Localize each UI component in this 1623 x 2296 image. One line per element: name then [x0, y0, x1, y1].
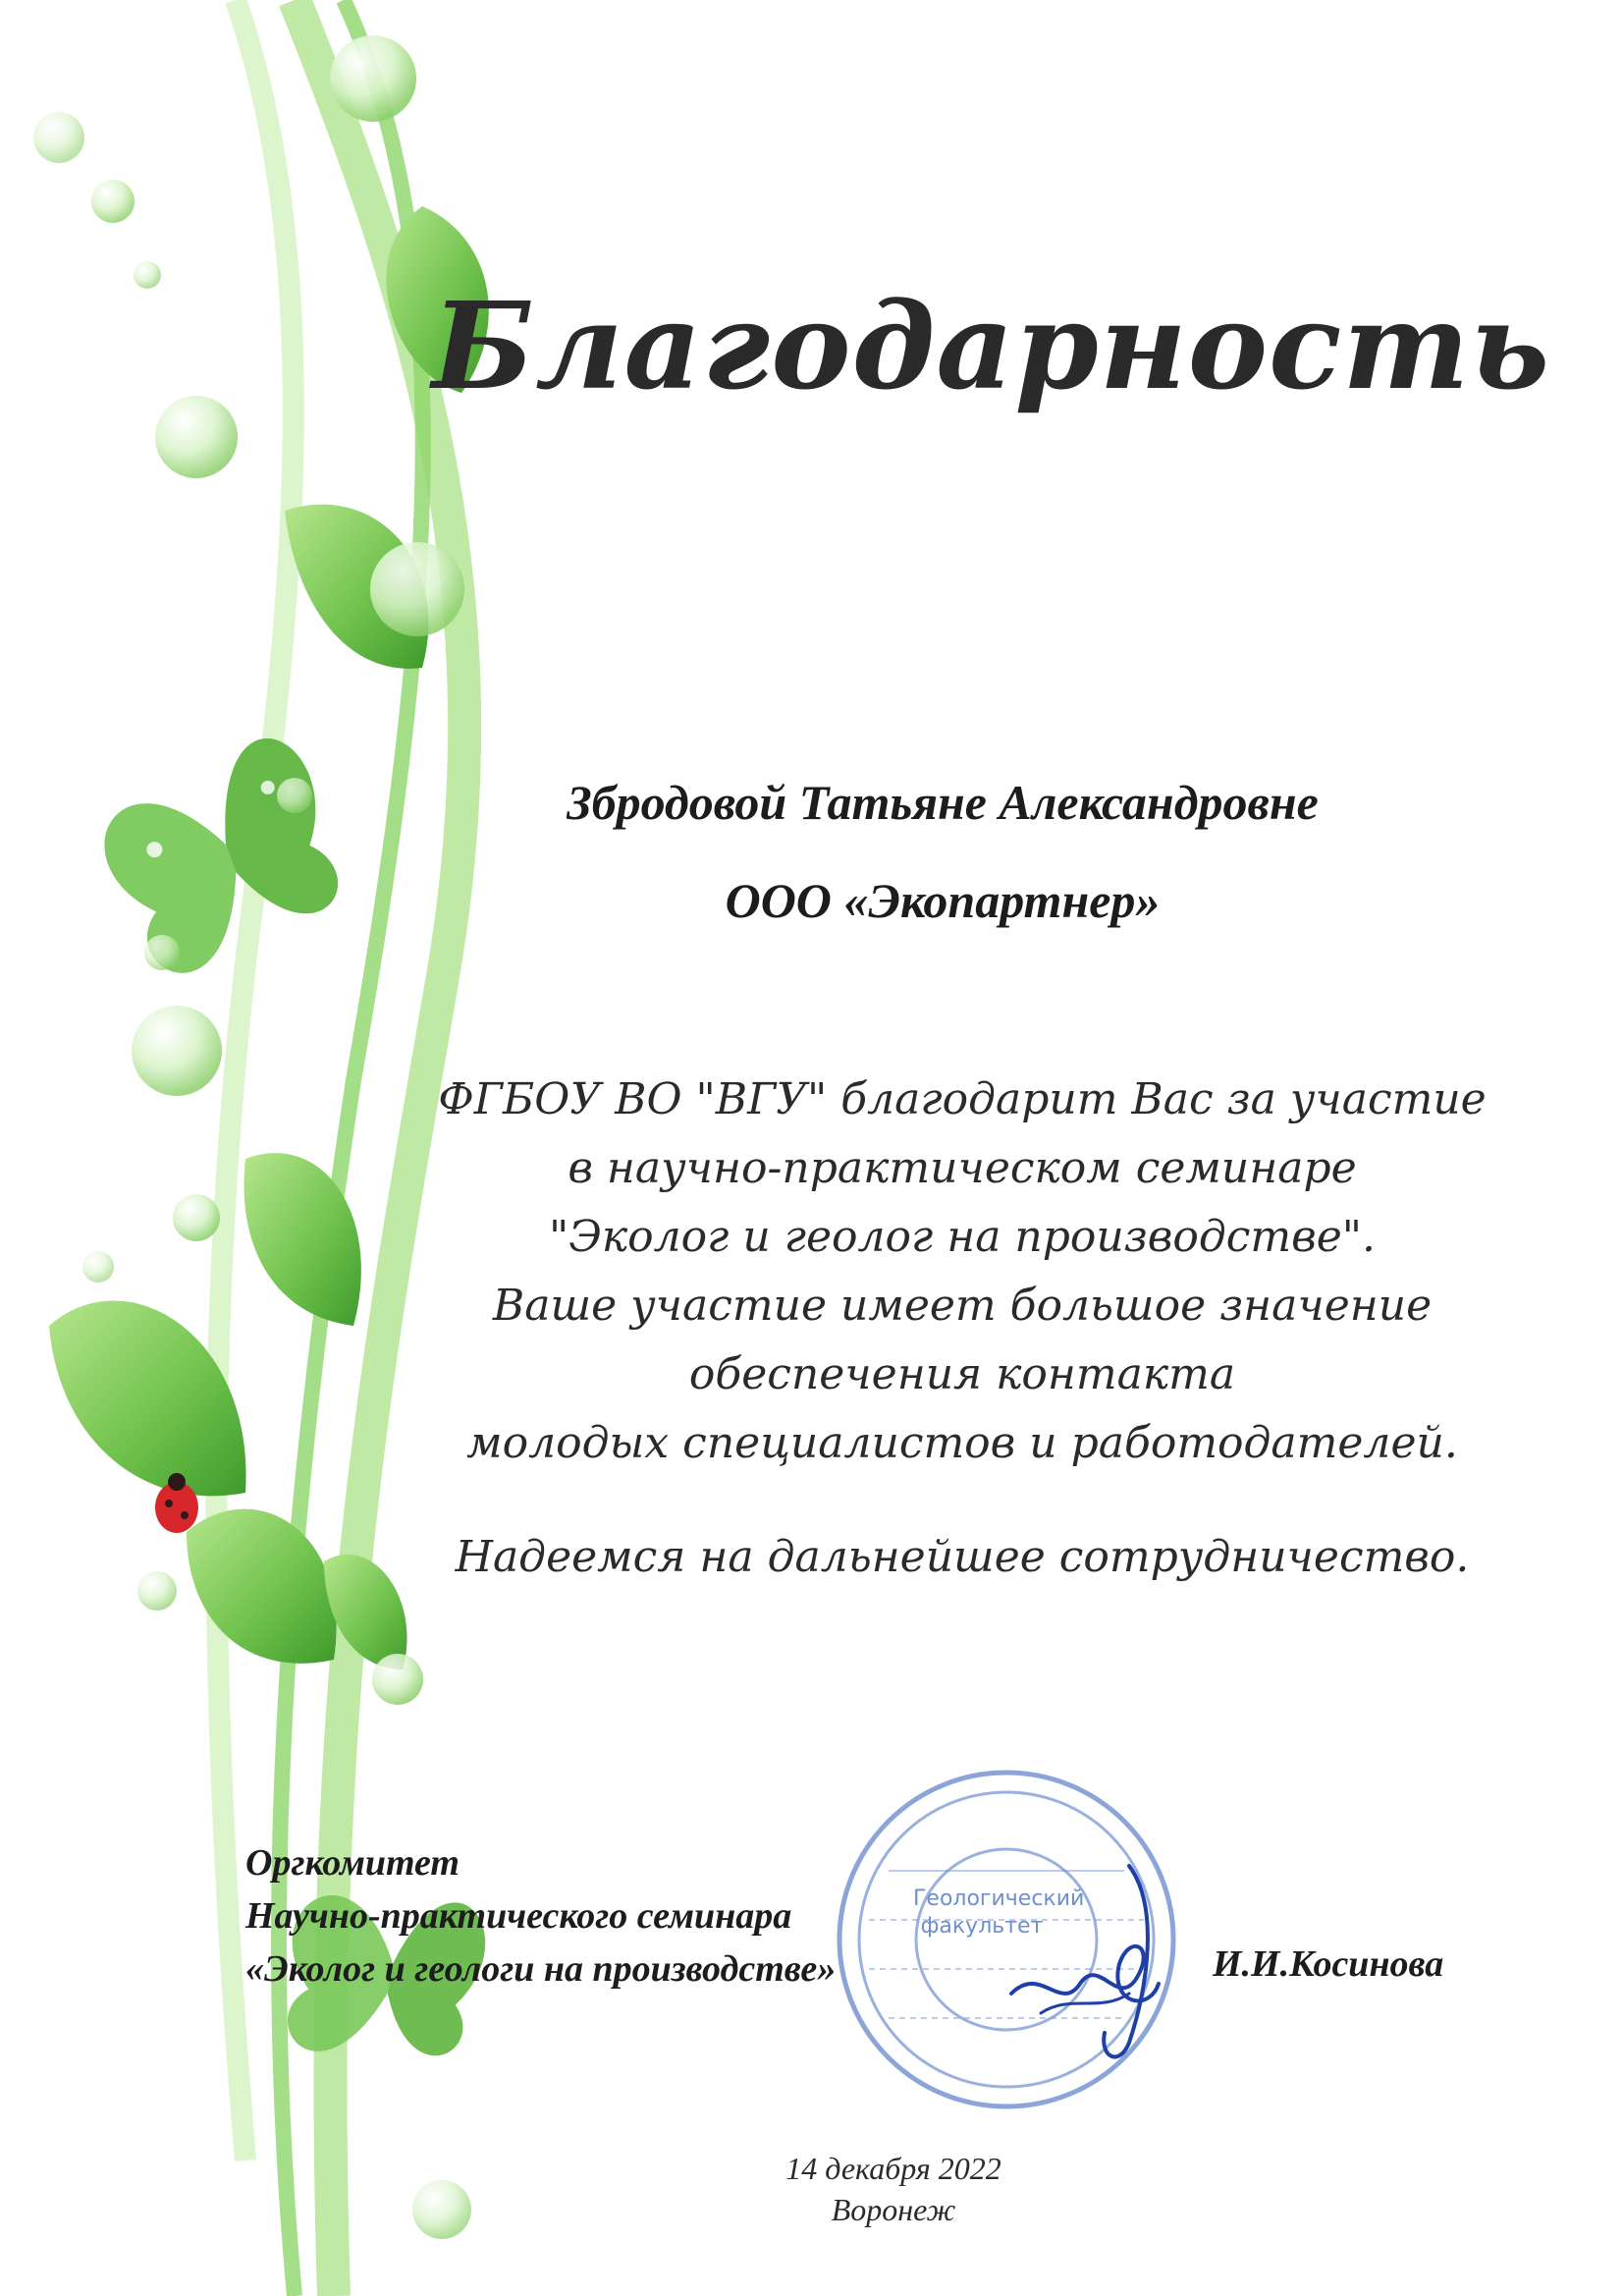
water-drop	[370, 542, 464, 636]
body-line: молодых специалистов и работодателей.	[466, 1418, 1458, 1468]
water-drop	[330, 35, 416, 122]
recipient-company: ООО «Экопартнер»	[725, 873, 1161, 928]
body-line: Ваше участие имеет большое значение	[492, 1281, 1433, 1331]
closing-text: Надеемся на дальнейшее сотрудничество.	[455, 1532, 1470, 1582]
issue-city: Воронеж	[831, 2192, 956, 2227]
body-line: ФГБОУ ВО "ВГУ" благодарит Вас за участие	[438, 1074, 1487, 1124]
signer-name: И.И.Косинова	[1213, 1943, 1444, 1985]
gratitude-text	[324, 1066, 1600, 1478]
water-drop	[173, 1194, 220, 1241]
butterfly	[85, 728, 358, 986]
water-drop	[132, 1006, 222, 1096]
handwritten-signature	[982, 1846, 1178, 2072]
recipient-name: Збродовой Татьяне Александровне	[567, 775, 1319, 830]
issue-date: 14 декабря 2022	[785, 2151, 1001, 2186]
water-drop	[33, 112, 84, 163]
water-drop	[372, 1654, 423, 1705]
body-line: обеспечения контакта	[688, 1349, 1236, 1399]
body-line: "Эколог и геолог на производстве".	[549, 1212, 1376, 1262]
certificate-title: Благодарность	[432, 275, 1550, 416]
water-drop	[82, 1251, 114, 1283]
stamp-line: факультет	[920, 1914, 1044, 1939]
water-drop	[91, 180, 135, 223]
organizer-line: «Эколог и геологи на производстве»	[245, 1948, 837, 1990]
body-line: в научно-практическом семинаре	[568, 1143, 1357, 1193]
water-drop	[155, 396, 238, 478]
water-drop	[144, 935, 180, 970]
water-drop	[137, 1571, 177, 1611]
water-drop	[412, 2180, 471, 2239]
water-drop	[277, 778, 312, 813]
water-drop	[134, 261, 161, 289]
organizer-line: Научно-практического семинара	[245, 1895, 792, 1937]
stamp-line: Геологический	[913, 1886, 1085, 1911]
organizer-line: Оргкомитет	[245, 1842, 460, 1884]
